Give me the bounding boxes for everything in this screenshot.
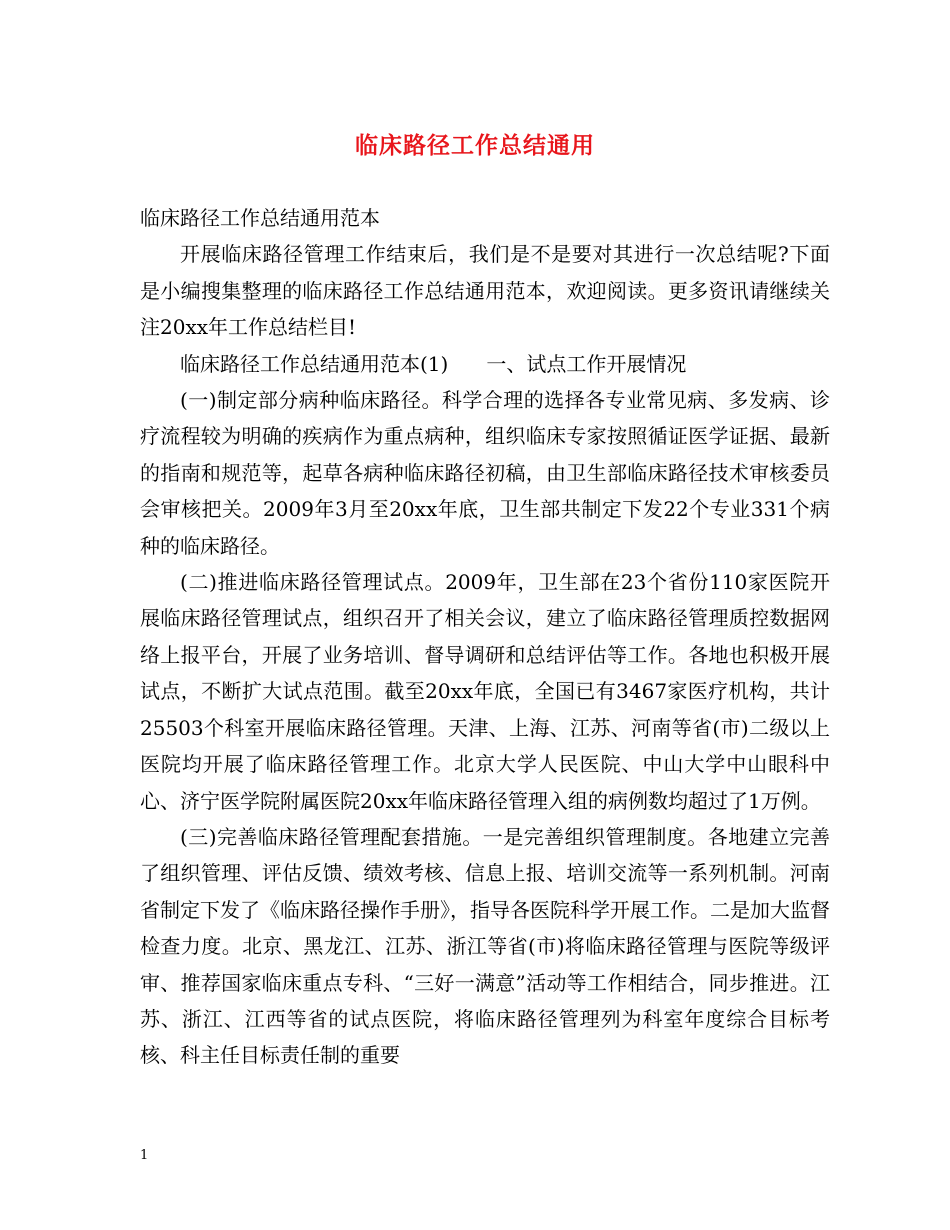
document-subtitle: 临床路径工作总结通用范本	[140, 206, 380, 230]
page-number: 1	[140, 1148, 149, 1163]
paragraph-3: (三)完善临床路径管理配套措施。一是完善组织管理制度。各地建立完善了组织管理、评估反馈、绩效考核、信息上报、培训交流等一系列机制。河南省制定下发了《临床路径操作手册》，指导各医院科学开展工作。二是加大监督检查力度。北京、黑龙江、江苏、浙江等省(市)将临床路径管理与医院等级评审、推荐国家临床重点专科、“三好一满意”活动等工作相结合，同步推进。江苏、浙江、江西等省的试点医院，将临床路径管理列为科室年度综合目标考核、科主任目标责任制的重要	[140, 824, 830, 1068]
paragraph-1: (一)制定部分病种临床路径。科学合理的选择各专业常见病、多发病、诊疗流程较为明确的疾病作为重点病种，组织临床专家按照循证医学证据、最新的指南和规范等，起草各病种临床路径初稿，由卫生部临床路径技术审核委员会审核把关。2009年3月至20xx年底，卫生部共制定下发22个专业331个病种的临床路径。	[140, 388, 830, 558]
section-heading	[140, 346, 830, 382]
section-heading-left: 临床路径工作总结通用范本(1)	[180, 351, 449, 376]
section-heading-right: 一、试点工作开展情况	[486, 351, 687, 376]
paragraph-2: (二)推进临床路径管理试点。2009年，卫生部在23个省份110家医院开展临床路径管理试点，组织召开了相关会议，建立了临床路径管理质控数据网络上报平台，开展了业务培训、督导调研和总结评估等工作。各地也积极开展试点，不断扩大试点范围。截至20xx年底，全国已有3467家医疗机构，共计25503个科室开展临床路径管理。天津、上海、江苏、河南等省(市)二级以上医院均开展了临床路径管理工作。北京大学人民医院、中山大学中山眼科中心、济宁医学院附属医院20xx年临床路径管理入组的病例数均超过了1万例。	[140, 570, 830, 813]
document-title: 临床路径工作总结通用	[355, 132, 595, 159]
intro-paragraph: 开展临床路径管理工作结束后，我们是不是要对其进行一次总结呢?下面是小编搜集整理的临床路径工作总结通用范本，欢迎阅读。更多资讯请继续关注20xx年工作总结栏目!	[140, 242, 830, 340]
document-body	[140, 200, 830, 1074]
